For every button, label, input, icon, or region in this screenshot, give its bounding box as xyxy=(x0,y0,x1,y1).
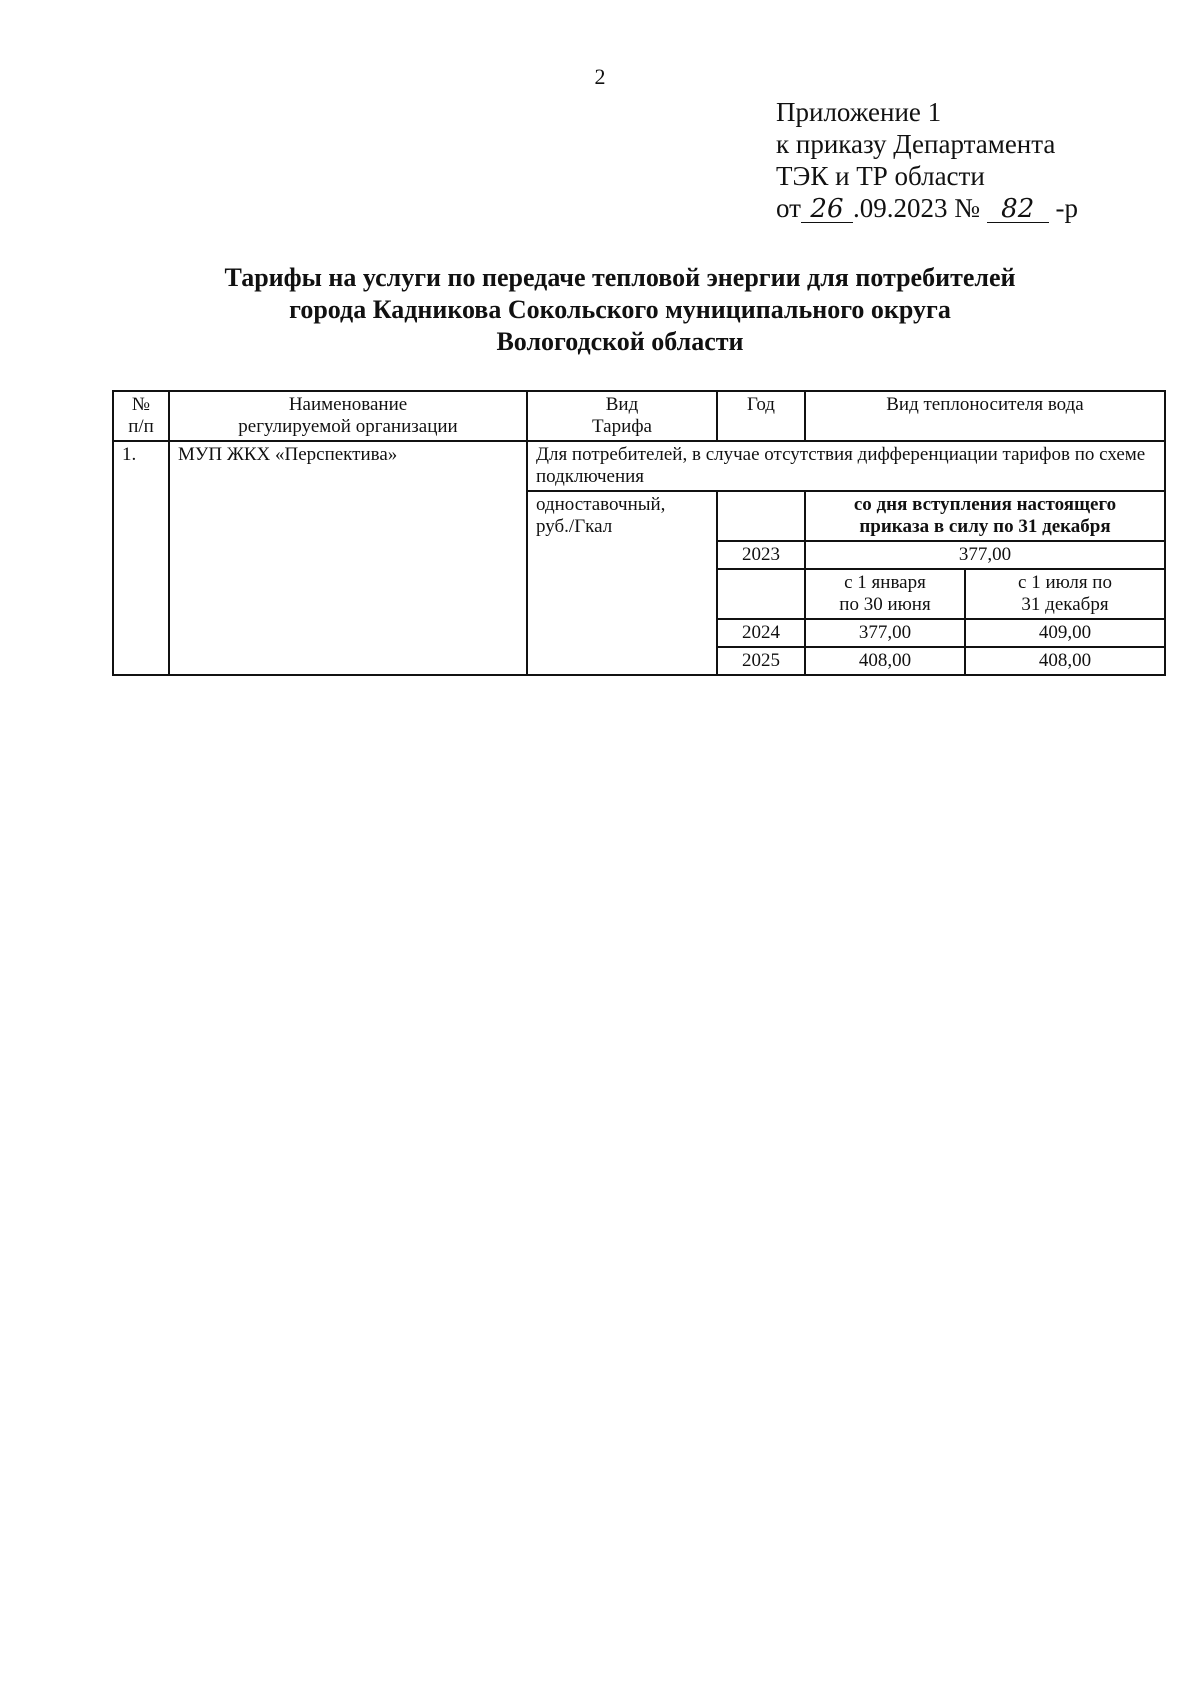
header-year: Год xyxy=(717,391,805,441)
header-num: № п/п xyxy=(113,391,169,441)
value-2024-h1: 377,00 xyxy=(805,619,965,647)
value-2023: 377,00 xyxy=(805,541,1165,569)
title-line-2: города Кадникова Сокольского муниципального округа xyxy=(289,295,951,324)
appendix-date-line xyxy=(776,192,1078,224)
year-2024: 2024 xyxy=(717,619,805,647)
appendix-line-2: к приказу Департамента xyxy=(776,129,1056,159)
row-tariff-type: одноставочный, руб./Гкал xyxy=(527,491,717,675)
period-h2: с 1 июля по 31 декабря xyxy=(965,569,1165,619)
row-org: МУП ЖКХ «Перспектива» xyxy=(169,441,527,675)
table-row xyxy=(113,441,1165,491)
header-tariff-type: Вид Тарифа xyxy=(527,391,717,441)
year-2025: 2025 xyxy=(717,647,805,675)
appendix-line-3: ТЭК и ТР области xyxy=(776,161,985,191)
period-h1: с 1 января по 30 июня xyxy=(805,569,965,619)
table-header-row xyxy=(113,391,1165,441)
page-number: 2 xyxy=(594,64,606,89)
date-prefix: от xyxy=(776,193,801,223)
value-2025-h1: 408,00 xyxy=(805,647,965,675)
row-consumers: Для потребителей, в случае отсутствия дифференциации тарифов по схеме подключения xyxy=(527,441,1165,491)
value-2024-h2: 409,00 xyxy=(965,619,1165,647)
tariff-table xyxy=(112,390,1166,676)
title-line-3: Вологодской области xyxy=(496,327,744,356)
order-suffix: -р xyxy=(1055,193,1078,223)
year-blank-1 xyxy=(717,491,805,541)
title-line-1: Тарифы на услуги по передаче тепловой энергии для потребителей xyxy=(224,263,1016,292)
header-carrier: Вид теплоносителя вода xyxy=(805,391,1165,441)
date-rest: .09.2023 № xyxy=(852,193,980,223)
period-2023: со дня вступления настоящего приказа в силу по 31 декабря xyxy=(805,491,1165,541)
appendix-line-1: Приложение 1 xyxy=(776,97,942,127)
header-org: Наименование регулируемой организации xyxy=(169,391,527,441)
document-title xyxy=(160,262,1080,358)
year-blank-2 xyxy=(717,569,805,619)
value-2025-h2: 408,00 xyxy=(965,647,1165,675)
row-num: 1. xyxy=(113,441,169,675)
year-2023: 2023 xyxy=(717,541,805,569)
handwritten-day: 26 xyxy=(801,196,853,223)
handwritten-order-number: 82 xyxy=(987,196,1049,223)
appendix-block xyxy=(776,96,1078,224)
